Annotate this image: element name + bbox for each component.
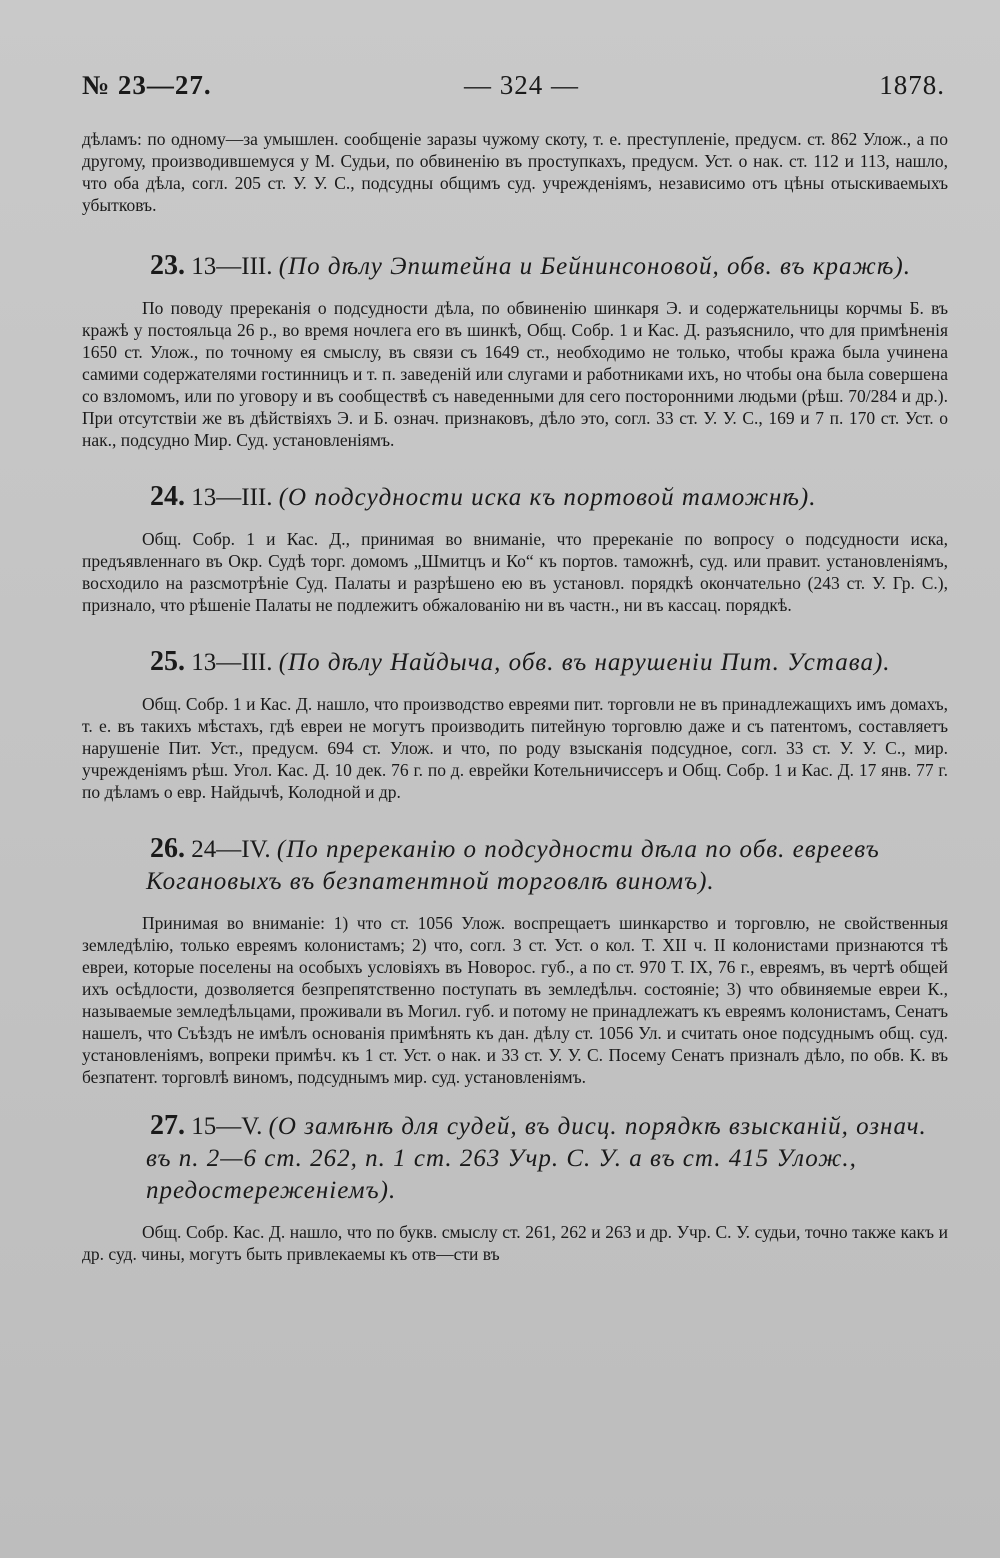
section-23 [82,250,948,451]
section-heading [82,1110,948,1207]
section-heading [82,250,948,283]
section-27 [82,1110,948,1265]
section-number: 25. [150,646,185,677]
section-body: Общ. Собр. Кас. Д. нашло, что по букв. смыслу ст. 261, 262 и 263 и др. Учр. С. У. судьи, точно также какъ и др. суд. чины, могутъ быть привлекаемы къ отв—сти въ [82,1222,948,1264]
section-body: Принимая во вниманіе: 1) что ст. 1056 Улож. воспрещаетъ шинкарство и торговлю, не свойственныя земледѣлію, только евреямъ колонистамъ; 2) что, согл. 3 ст. Уст. о кол. Т. XII ч. II колонистами признаются тѣ евреи, которые поселены на особыхъ условіяхъ въ Новорос. губ., а по ст. 970 Т. IX, 76 г., евреямъ, въ чертѣ общей ихъ осѣдлости, дозволяется безпрепятственно поступать въ земледѣльч. состояніе; 3) что обвиняемые евреи К., называемые земледѣльцами, проживали въ Могил. губ. и потому не принадлежатъ къ евреямъ колонистамъ, Сенатъ нашелъ, что Съѣздъ не имѣлъ основанія примѣнять къ дан. дѣлу ст. 1056 Ул. и считать оное подсуднымъ общ. суд. установленіямъ, вопреки примѣч. къ 1 ст. Уст. о нак. и 33 ст. У. У. С. Посему Сенатъ призналъ дѣло, по обв. К. въ безпатент. торговлѣ виномъ, подсуднымъ мир. суд. установленіямъ. [82,913,948,1087]
section-date: 13—III. [191,484,273,511]
year: 1878. [879,70,945,100]
section-heading [82,481,948,514]
section-24 [82,481,948,616]
section-date: 13—III. [191,253,273,280]
section-title: (О подсудности иска къ портовой таможнѣ). [278,484,817,511]
section-25 [82,646,948,803]
section-number: 27. [150,1110,185,1141]
page-content [82,128,948,1265]
page-header [82,70,945,106]
section-title: (По дѣлу Эпштейна и Бейнинсоновой, обв. въ кражѣ). [278,253,911,280]
section-date: 24—IV. [191,836,271,863]
section-heading [82,833,948,898]
page-number: — 324 — [464,70,579,100]
section-date: 13—III. [191,649,273,676]
section-heading [82,646,948,679]
section-26 [82,833,948,1088]
intro-paragraph: дѣламъ: по одному—за умышлен. сообщеніе заразы чужому скоту, т. е. преступленіе, предусм. ст. 862 Улож., а по другому, производившемуся у М. Судьи, по обвиненію въ проступкахъ, предусм. Уст. о нак. ст. 112 и 113, нашло, что оба дѣла, согл. 205 ст. У. У. С., подсудны общимъ суд. учрежденіямъ, независимо отъ цѣны отыскиваемыхъ убытковъ. [82,129,948,215]
section-number: 23. [150,250,185,281]
section-body: Общ. Собр. 1 и Кас. Д., принимая во вниманіе, что пререканіе по вопросу о подсудности иска, предъявленнаго въ Окр. Судѣ торг. домомъ „Шмитцъ и Ко“ къ портов. таможнѣ, суд. или правит. установленіямъ, восходило на разсмотрѣніе Суд. Палаты и разрѣшено ею въ установл. порядкѣ окончательно (243 ст. У. Гр. С.), признало, что рѣшеніе Палаты не подлежитъ обжалованію ни въ частн., ни въ кассац. порядкѣ. [82,529,948,615]
entry-range: № 23—27. [82,70,212,100]
section-number: 26. [150,833,185,864]
section-body: По поводу пререканія о подсудности дѣла, по обвиненію шинкаря Э. и содержательницы корчмы Б. въ кражѣ у постояльца 26 р., во время ночлега его въ шинкѣ, Общ. Собр. 1 и Кас. Д. разъяснило, что для примѣненія 1650 ст. Улож., по точному ея смыслу, въ связи съ 1649 ст., необходимо не только, чтобы кража была учинена самими содержателями гостинницъ и т. п. заведеній или слугами и работниками ихъ, но чтобы она была совершена со взломомъ, или по уговору и въ сообществѣ съ наведенными для сего посторонними людьми (рѣш. 70/284 и др.). При отсутствіи же въ дѣйствіяхъ Э. и Б. означ. признаковъ, дѣло это, согл. 33 ст. У. У. С., 169 и 7 п. 170 ст. Уст. о нак., подсудно Мир. Суд. установленіямъ. [82,298,948,450]
section-date: 15—V. [191,1113,263,1140]
section-title: (По пререканію о подсудности дѣла по обв. евреевъ Когановыхъ въ безпатентной торговлѣ виномъ). [146,836,880,895]
section-number: 24. [150,481,185,512]
section-title: (О замѣнѣ для судей, въ дисц. порядкѣ взысканій, означ. въ п. 2—6 ст. 262, п. 1 ст. 263 Учр. С. У. а въ ст. 415 Улож., предостереженіемъ). [146,1113,927,1204]
section-body: Общ. Собр. 1 и Кас. Д. нашло, что производство евреями пит. торговли не въ принадлежащихъ имъ домахъ, т. е. въ такихъ мѣстахъ, гдѣ евреи не могутъ производить питейную торговлю даже и съ патентомъ, составляетъ нарушеніе Пит. Уст., предусм. 694 ст. Улож. и что, по роду взысканія подсудное, согл. 33 ст. У. У. С., мир. учрежденіямъ рѣш. Угол. Кас. Д. 10 дек. 76 г. по д. еврейки Котельничиссеръ и Общ. Собр. 1 и Кас. Д. 17 янв. 77 г. по дѣламъ о евр. Найдычѣ, Колодной и др. [82,694,948,802]
section-title: (По дѣлу Найдыча, обв. въ нарушеніи Пит. Устава). [278,649,891,676]
